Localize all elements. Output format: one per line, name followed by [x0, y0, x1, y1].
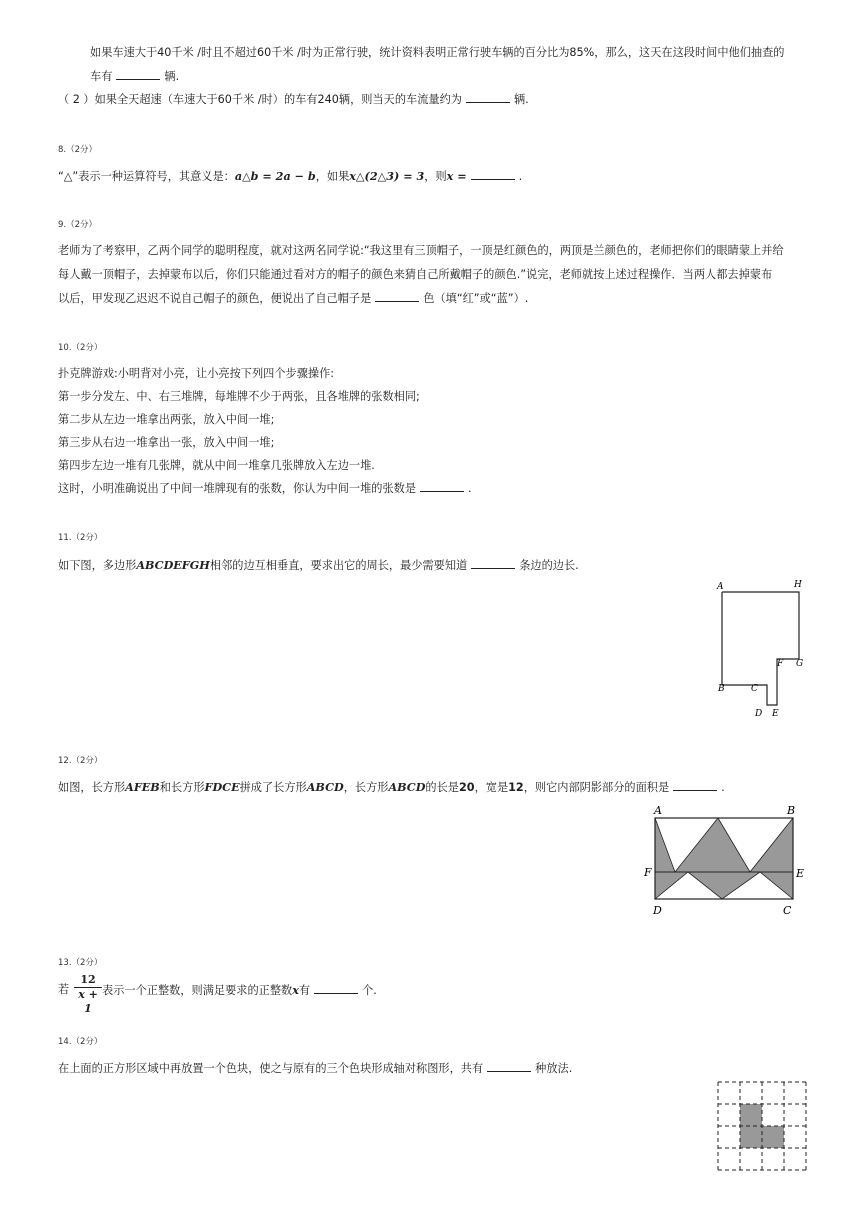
vertex-label: F: [644, 866, 652, 879]
q11-text: 如下图，多边形ABCDEFGH相邻的边互相垂直，要求出它的周长，最少需要知道 条边的边长.: [58, 558, 579, 572]
fraction-denominator: x + 1: [78, 988, 98, 1015]
q10-last-line: 这时，小明准确说出了中间一堆牌现有的张数，你认为中间一堆的张数是 .: [58, 482, 472, 495]
vertex-label: B: [718, 684, 725, 694]
question-header-11: 11.（2分）: [58, 533, 103, 543]
vertex-label: A: [717, 582, 724, 592]
colored-block: [740, 1104, 762, 1126]
answer-blank[interactable]: [420, 481, 464, 492]
grid-figure: [712, 1076, 812, 1176]
vertex-label: E: [796, 867, 805, 880]
q10-line: 第一步分发左、中、右三堆牌，每堆牌不少于两张，且各堆牌的张数相同;: [58, 390, 420, 403]
upper-shaded-region: [655, 818, 793, 872]
answer-blank[interactable]: [471, 558, 515, 569]
question-header-13: 13.（2分）: [58, 958, 103, 968]
rectangle-figure: [640, 800, 810, 920]
question-header-14: 14.（2分）: [58, 1037, 103, 1047]
colored-block: [762, 1126, 784, 1148]
q12-text: 如图，长方形AFEB和长方形FDCE拼成了长方形ABCD，长方形ABCD的长是20，宽是12，则它内部阴影部分的面积是 .: [58, 780, 725, 794]
question-header-8: 8.（2分）: [58, 145, 98, 155]
q10-line: 第三步从右边一堆拿出一张，放入中间一堆;: [58, 436, 275, 449]
vertex-label: F: [777, 659, 784, 669]
fraction: [74, 974, 102, 1016]
vertex-label: C: [783, 904, 792, 917]
vertex-label: C: [751, 684, 758, 694]
q8-text: “△”表示一种运算符号，其意义是：a△b = 2a − b，如果x△(2△3) = 3，则x = .: [58, 169, 523, 183]
q13-pre: 若: [58, 983, 70, 996]
vertex-label: A: [654, 804, 662, 817]
q9-line3: 以后，甲发现乙迟迟不说自己帽子的颜色，便说出了自己帽子是 色（填“红”或“蓝”）.: [58, 292, 529, 305]
q9-line1: 老师为了考察甲，乙两个同学的聪明程度，就对这两名同学说:“我这里有三顶帽子，一顶是红颜色的，两顶是兰颜色的，老师把你们的眼睛蒙上并给: [58, 244, 784, 257]
dashed-grid: [718, 1082, 806, 1170]
q10-line: 第二步从左边一堆拿出两张，放入中间一堆;: [58, 413, 275, 426]
answer-blank[interactable]: [471, 169, 515, 180]
answer-blank[interactable]: [375, 291, 419, 302]
q10-line: 第四步左边一堆有几张牌，就从中间一堆拿几张牌放入左边一堆.: [58, 459, 375, 472]
polygon-figure: [705, 575, 815, 720]
answer-blank[interactable]: [116, 69, 160, 80]
q7-line2: 车有 辆.: [90, 70, 180, 83]
q10-line: 扑克牌游戏:小明背对小亮，让小亮按下列四个步骤操作:: [58, 367, 335, 380]
vertex-label: G: [796, 659, 804, 669]
answer-blank[interactable]: [314, 983, 358, 994]
fraction-numerator: 12: [80, 973, 96, 986]
answer-blank[interactable]: [487, 1061, 531, 1072]
vertex-label: E: [772, 709, 779, 719]
vertex-label: D: [653, 904, 662, 917]
vertex-label: B: [787, 804, 796, 817]
polygon-outline: [722, 592, 799, 705]
q14-text: 在上面的正方形区域中再放置一个色块，使之与原有的三个色块形成轴对称图形，共有 种放法.: [58, 1062, 573, 1075]
q7-line1: 如果车速大于40千米 /时且不超过60千米 /时为正常行驶，统计资料表明正常行驶车辆的百分比为85%，那么，这天在这段时间中他们抽查的: [90, 46, 785, 59]
question-header-10: 10.（2分）: [58, 343, 103, 353]
answer-blank[interactable]: [673, 780, 717, 791]
q7-part2: （ 2 ）如果全天超速（车速大于60千米 /时）的车有240辆，则当天的车流量约为 辆.: [58, 93, 529, 106]
question-header-9: 9.（2分）: [58, 220, 98, 230]
lower-shaded-region: [655, 872, 793, 899]
vertex-label: D: [755, 709, 763, 719]
colored-block: [740, 1126, 762, 1148]
q13-text: 表示一个正整数，则满足要求的正整数x有 个.: [102, 983, 377, 997]
q9-line2: 每人戴一顶帽子，去掉蒙布以后，你们只能通过看对方的帽子的颜色来猜自己所戴帽子的颜色.”说完，老师就按上述过程操作．当两人都去掉蒙布: [58, 268, 773, 281]
answer-blank[interactable]: [466, 92, 510, 103]
question-header-12: 12.（2分）: [58, 756, 103, 766]
vertex-label: H: [794, 580, 802, 590]
